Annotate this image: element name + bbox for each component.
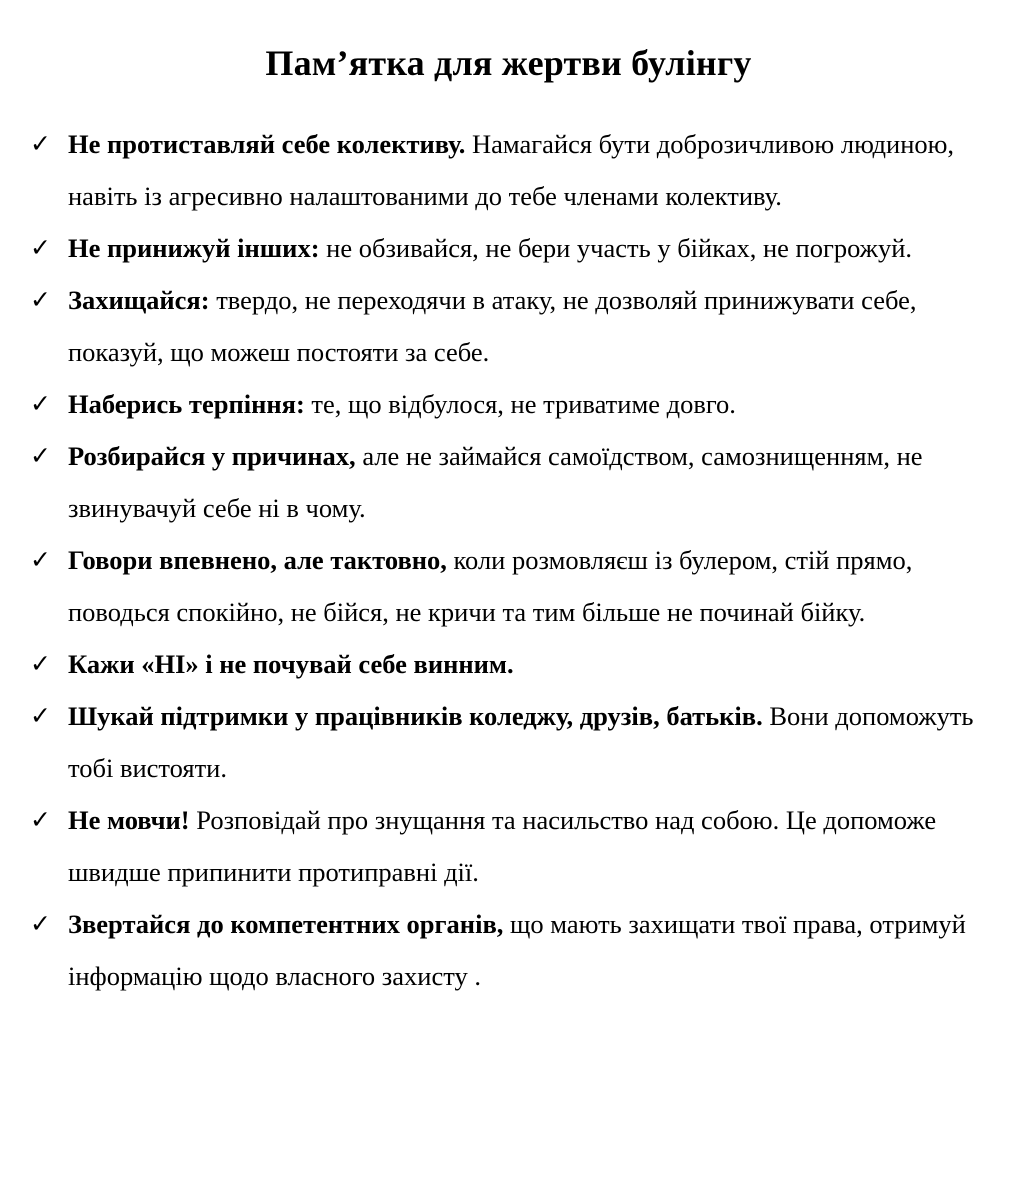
checkmark-icon: ✓ (30, 908, 51, 938)
list-item-text (68, 274, 995, 378)
checkmark-icon: ✓ (30, 544, 51, 574)
list-item-text (68, 690, 995, 794)
list-item-lead: Розбирайся у причинах, (68, 440, 356, 471)
list-item-lead: Шукай підтримки у працівників коледжу, друзів, батьків. (68, 700, 763, 731)
list-item-text (68, 898, 995, 1002)
list-item-text (68, 534, 995, 638)
list-item-text (68, 430, 995, 534)
list-item-lead: Не принижуй інших: (68, 232, 320, 263)
checkmark-icon: ✓ (30, 128, 51, 158)
list-item-text (68, 638, 995, 690)
list-item-text (68, 222, 995, 274)
tips-list (0, 118, 1017, 1002)
list-item-body: але не займайся самоїдством, самознищенням, не звинувачуй себе ні в чому. (68, 440, 923, 523)
checkmark-icon: ✓ (30, 284, 51, 314)
list-item-body: що мають захищати твої права, отримуй інформацію щодо власного захисту . (68, 908, 966, 991)
list-item (0, 222, 1017, 274)
list-item (0, 794, 1017, 898)
list-item-lead: Захищайся: (68, 284, 210, 315)
checkmark-icon: ✓ (30, 804, 51, 834)
list-item-body: твердо, не переходячи в атаку, не дозволяй принижувати себе, показуй, що можеш постояти за себе. (68, 284, 917, 367)
checkmark-icon: ✓ (30, 388, 51, 418)
list-item (0, 690, 1017, 794)
list-item (0, 534, 1017, 638)
list-item-body: те, що відбулося, не триватиме довго. (304, 388, 736, 419)
checkmark-icon: ✓ (30, 440, 51, 470)
list-item-lead: Кажи «НІ» і не почувай себе винним. (68, 648, 514, 679)
list-item-lead: Говори впевнено, але тактовно, (68, 544, 447, 575)
list-item (0, 118, 1017, 222)
list-item-text (68, 378, 995, 430)
list-item (0, 898, 1017, 1002)
list-item-body: коли розмовляєш із булером, стій прямо, поводься спокійно, не бійся, не кричи та тим більше не починай бійку. (68, 544, 913, 627)
list-item-lead: Наберись терпіння: (68, 388, 305, 419)
list-item (0, 274, 1017, 378)
list-item-lead: Не протиставляй себе колективу. (68, 128, 466, 159)
list-item (0, 430, 1017, 534)
page-title: Пам’ятка для жертви булінгу (265, 43, 752, 83)
list-item-body: Розповідай про знущання та насильство над собою. Це допоможе швидше припинити протиправні дії. (68, 804, 937, 887)
checkmark-icon: ✓ (30, 700, 51, 730)
list-item-body: не обзивайся, не бери участь у бійках, не погрожуй. (319, 232, 913, 263)
list-item-lead: Звертайся до компетентних органів, (68, 908, 504, 939)
list-item (0, 378, 1017, 430)
list-item-body: Вони допоможуть тобі вистояти. (68, 700, 974, 783)
list-item-lead: Не мовчи! (68, 804, 190, 835)
list-item-text (68, 794, 995, 898)
checkmark-icon: ✓ (30, 232, 51, 262)
list-item-body: Намагайся бути доброзичливою людиною, навіть із агресивно налаштованими до тебе членами колективу. (68, 128, 955, 211)
list-item (0, 638, 1017, 690)
list-item-text (68, 118, 995, 222)
checkmark-icon: ✓ (30, 648, 51, 678)
